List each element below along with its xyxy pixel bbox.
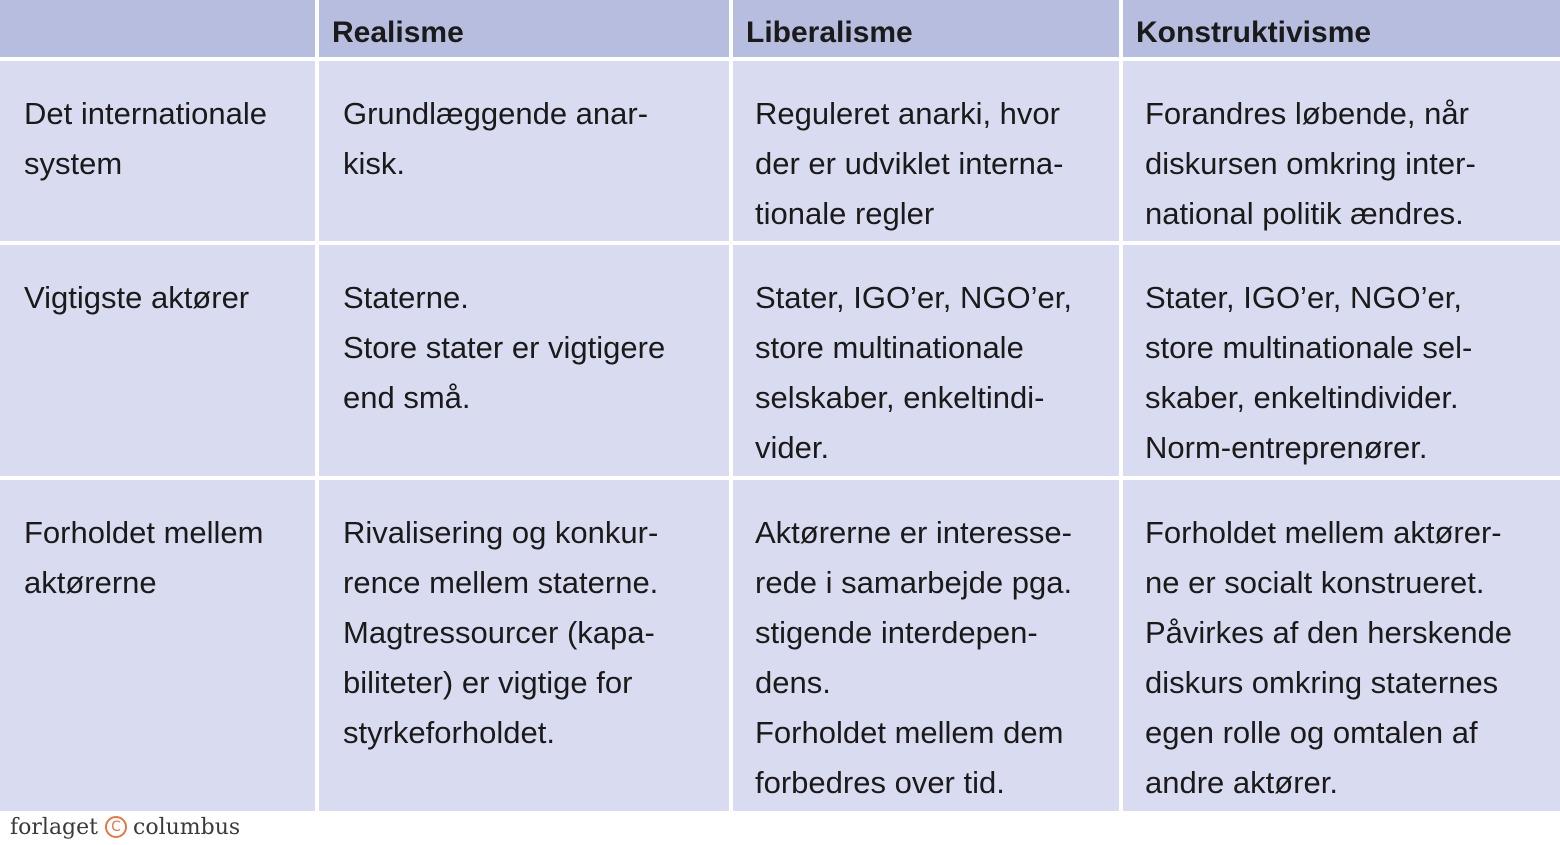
header-empty-cell xyxy=(0,0,315,57)
cell-liberalisme-forholdet: Aktørerne er interesse- rede i samarbejde pga. stigende interdepen- dens. Forholdet mellem dem forbedres over tid. xyxy=(733,480,1119,811)
cell-konstruktivisme-aktorer: Stater, IGO’er, NGO’er, store multinationale sel- skaber, enkeltindivider. Norm-entreprenører. xyxy=(1123,245,1560,476)
cell-realisme-forholdet: Rivalisering og konkur- rence mellem staterne. Magtressourcer (kapa- biliteter) er vigtige for styrkeforholdet. xyxy=(319,480,729,811)
row-label-vigtigste-aktorer: Vigtigste aktører xyxy=(0,245,315,476)
cell-realisme-aktorer: Staterne. Store stater er vigtigere end små. xyxy=(319,245,729,476)
cell-realisme-system: Grundlæggende anar- kisk. xyxy=(319,61,729,241)
cell-liberalisme-system: Reguleret anarki, hvor der er udviklet interna- tionale regler xyxy=(733,61,1119,241)
cell-konstruktivisme-system: Forandres løbende, når diskursen omkring inter- national politik ændres. xyxy=(1123,61,1560,241)
logo-text-columbus: columbus xyxy=(133,814,241,840)
row-label-internationale-system: Det internationale system xyxy=(0,61,315,241)
cell-liberalisme-aktorer: Stater, IGO’er, NGO’er, store multinationale selskaber, enkeltindi- vider. xyxy=(733,245,1119,476)
header-realisme: Realisme xyxy=(319,0,729,57)
header-liberalisme: Liberalisme xyxy=(733,0,1119,57)
row-label-forholdet: Forholdet mellem aktørerne xyxy=(0,480,315,811)
cell-konstruktivisme-forholdet: Forholdet mellem aktører- ne er socialt konstrueret. Påvirkes af den herskende diskurs omkring staternes egen rolle og omtalen af andre aktører. xyxy=(1123,480,1560,811)
copyright-c-icon: C xyxy=(105,816,127,838)
logo-text-forlaget: forlaget xyxy=(10,814,98,840)
publisher-logo xyxy=(10,812,240,842)
header-konstruktivisme: Konstruktivisme xyxy=(1123,0,1560,57)
